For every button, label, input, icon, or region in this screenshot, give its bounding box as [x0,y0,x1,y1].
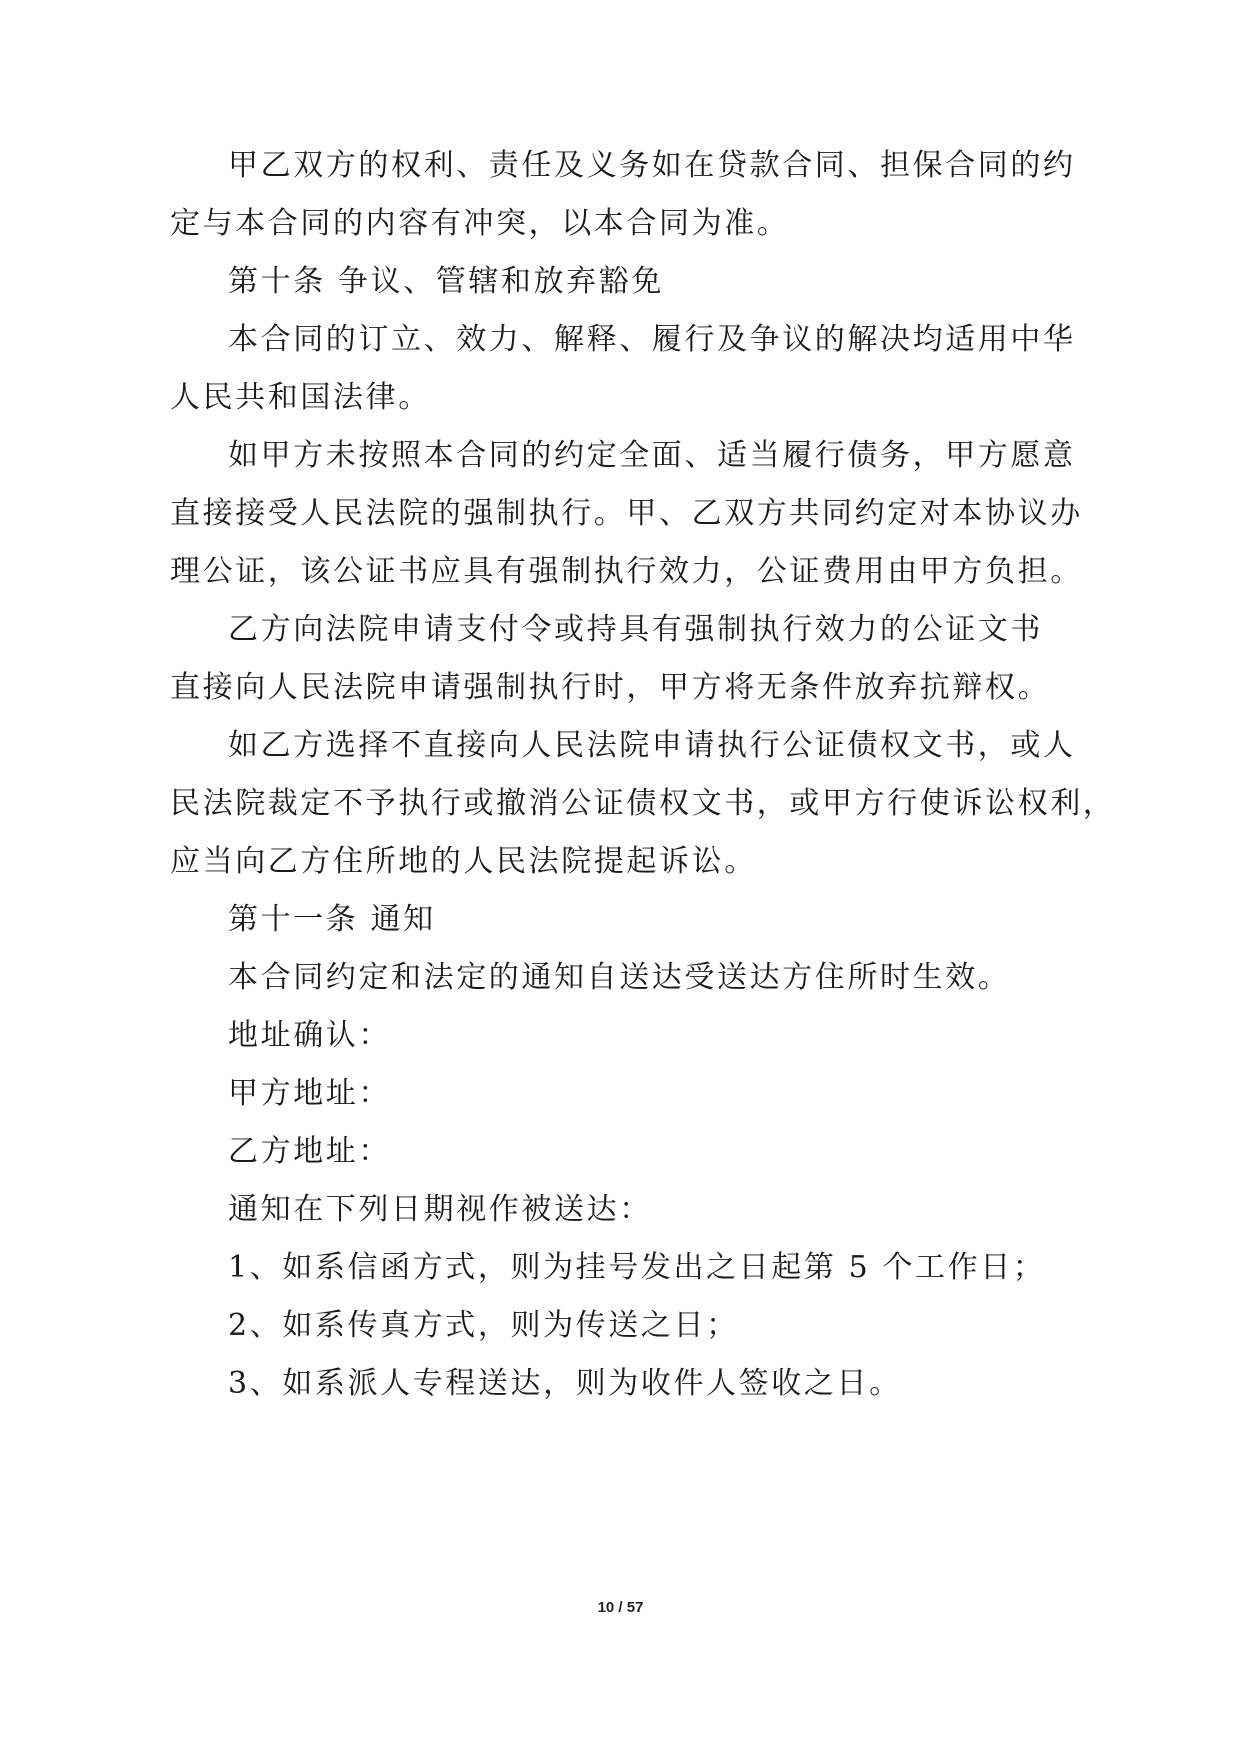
text-line: 直接向人民法院申请强制执行时，甲方将无条件放弃抗辩权。 [170,670,1051,705]
text-line: 理公证，该公证书应具有强制执行效力，公证费用由甲方负担。 [170,554,1083,589]
text-line: 如乙方选择不直接向人民法院申请执行公证债权文书，或人 [228,728,1076,763]
text-line: 如甲方未按照本合同的约定全面、适当履行债务，甲方愿意 [228,438,1076,473]
party-b-address-label: 乙方地址： [228,1134,391,1169]
address-confirm-label: 地址确认： [228,1018,391,1053]
text-line: 定与本合同的内容有冲突，以本合同为准。 [170,206,790,241]
list-item: 1、如系信函方式，则为挂号发出之日起第 5 个工作日； [228,1250,1046,1285]
text-line: 应当向乙方住所地的人民法院提起诉讼。 [170,844,757,879]
list-item: 3、如系派人专程送达，则为收件人签收之日。 [228,1366,902,1401]
text-line: 乙方向法院申请支付令或持具有强制执行效力的公证文书 [228,612,1043,647]
party-a-address-label: 甲方地址： [228,1076,391,1111]
page-number: 10 / 57 [597,1599,644,1616]
list-item: 2、如系传真方式，则为传送之日； [228,1308,739,1343]
text-line: 人民共和国法律。 [170,380,431,415]
section-heading: 第十条 争议、管辖和放弃豁免 [228,264,664,299]
text-line: 民法院裁定不予执行或撤消公证债权文书，或甲方行使诉讼权利， [170,786,1116,821]
section-heading: 第十一条 通知 [228,902,436,937]
text-line: 通知在下列日期视作被送达： [228,1192,652,1227]
text-line: 直接接受人民法院的强制执行。甲、乙双方共同约定对本协议办 [170,496,1083,531]
text-line: 本合同的订立、效力、解释、履行及争议的解决均适用中华 [228,322,1076,357]
text-line: 本合同约定和法定的通知自送达受送达方住所时生效。 [228,960,1011,995]
text-line: 甲乙双方的权利、责任及义务如在贷款合同、担保合同的约 [228,148,1076,183]
